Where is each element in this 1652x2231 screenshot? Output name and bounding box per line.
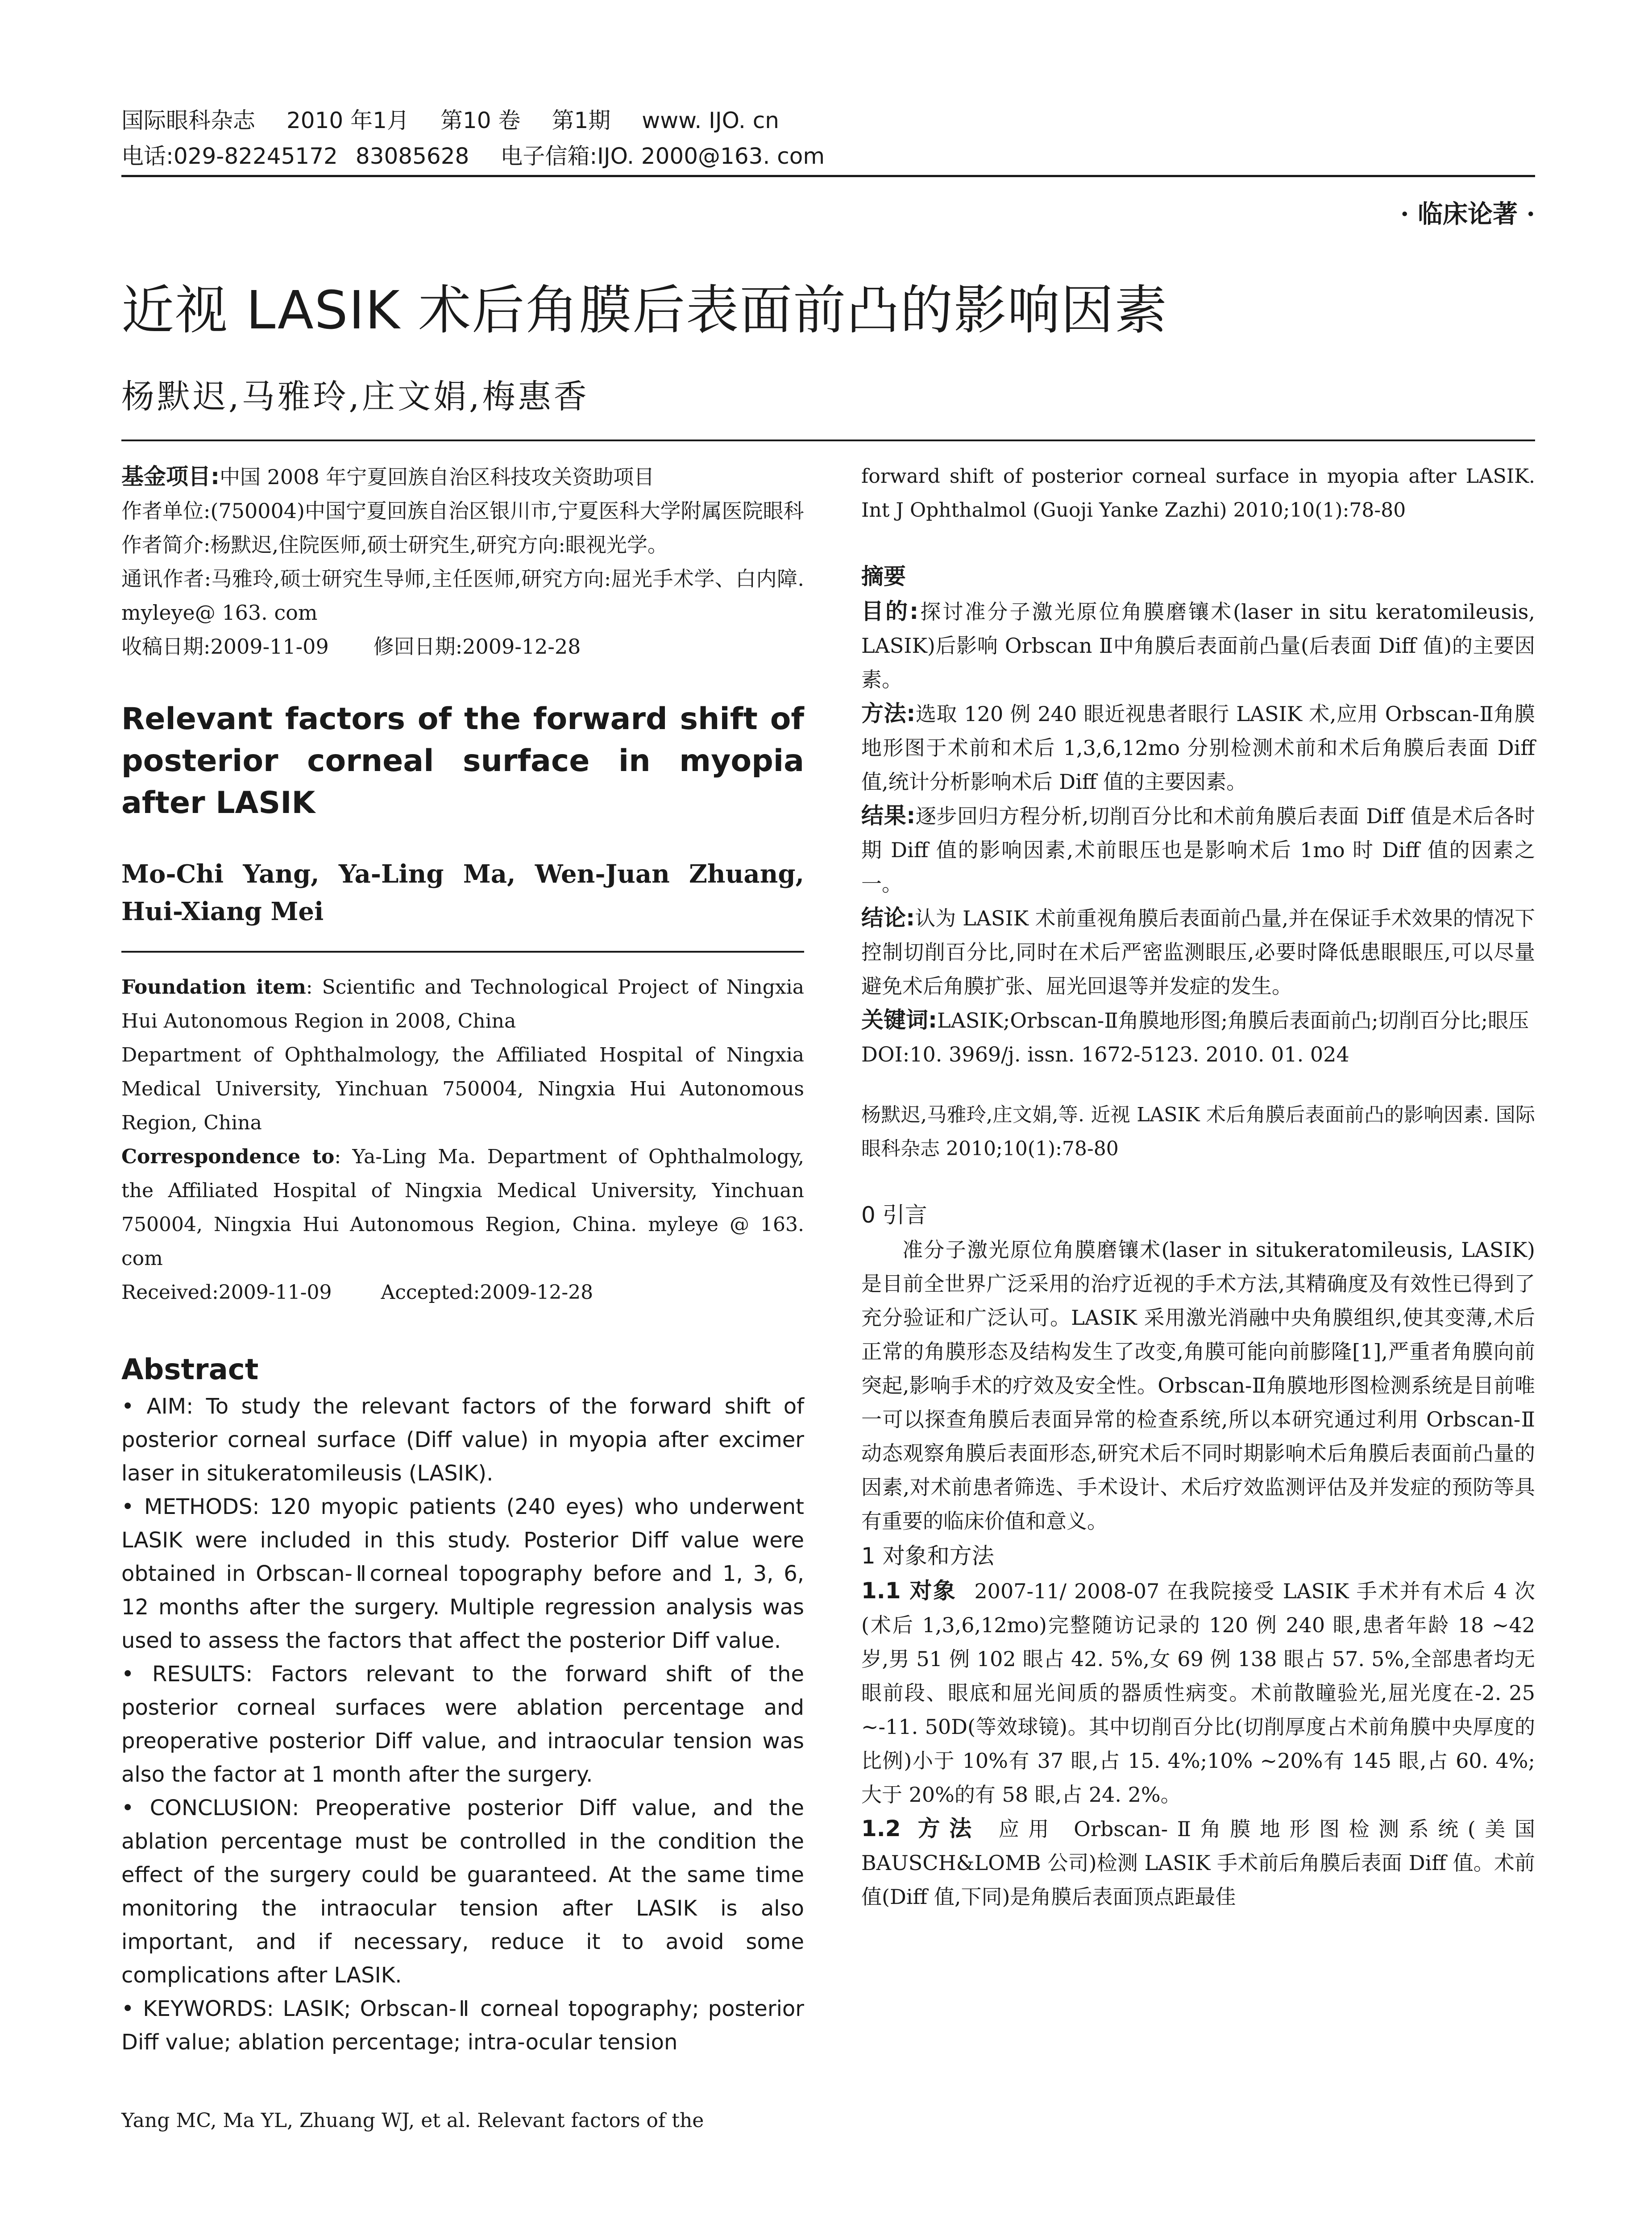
citation-en-continued: forward shift of posterior corneal surface in myopia after LASIK. Int J Ophthalmol (Guoji Yanke Zazhi) 2010;10(1):78-80	[861, 465, 1535, 522]
left-column	[121, 460, 804, 2138]
journal-header	[121, 103, 1535, 174]
conclusion-cn: 结论:认为 LASIK 术前重视角膜后表面前凸量,并在保证手术效果的情况下控制切削百分比,同时在术后严密监测眼压,必要时降低患眼眼压,可以尽量避免术后角膜扩张、屈光回退等并发症的发生。	[861, 905, 1536, 998]
methods-cn: 方法:选取 120 例 240 眼近视患者眼行 LASIK 术,应用 Orbscan-Ⅱ角膜地形图于术前和术后 1,3,6,12mo 分别检测术前和术后角膜后表面 Diff 值,统计分析影响术后 Diff 值的主要因素。	[861, 701, 1535, 794]
article-title: 近视 LASIK 术后角膜后表面前凸的影响因素	[121, 279, 1168, 341]
results-cn: 结果:逐步回归方程分析,切削百分比和术前角膜后表面 Diff 值是术后各时期 Diff 值的影响因素,术前眼压也是影响术后 1mo 时 Diff 值的因素之一。	[861, 803, 1536, 896]
section-0-text: 准分子激光原位角膜磨镶术(laser in situkeratomileusis, LASIK)是目前全世界广泛采用的治疗近视的手术方法,其精确度及有效性已得到了充分验证和广泛认可。LASIK 采用激光消融中央角膜组织,使其变薄,术后正常的角膜形态及结构发生了改变,角膜可能向前膨隆[1],严重者角膜向前突起,影响手术的疗效及安全性。Orbscan-Ⅱ角膜地形图检测系统是目前唯一可以探查角膜后表面异常的检查系统,所以本研究通过利用 Orbscan-Ⅱ动态观察角膜后表面形态,研究术后不同时期影响术后角膜后表面前凸量的因素,对术前患者筛选、手术设计、术后疗效监测评估及并发症的预防等具有重要的临床价值和意义。	[861, 1238, 1535, 1533]
right-column	[861, 460, 1535, 1914]
doi[interactable]: DOI:10. 3969/j. issn. 1672-5123. 2010. 01. 024	[861, 1042, 1349, 1066]
dates-en: Received:2009-11-09 Accepted:2009-12-28	[121, 1281, 594, 1304]
volume: 第10 卷	[440, 108, 521, 133]
section-1-2: 1.2 方法 应用 Orbscan-Ⅱ角膜地形图检测系统(美国 BAUSCH&LOMB 公司)检测 LASIK 手术前后角膜后表面 Diff 值。术前值(Diff 值,下同)是角膜后表面顶点距最佳	[861, 1816, 1535, 1909]
keywords-cn: 关键词:LASIK;Orbscan-Ⅱ角膜地形图;角膜后表面前凸;切削百分比;眼压	[861, 1007, 1529, 1033]
section-0-heading: 0 引言	[861, 1202, 927, 1228]
unit-cn: 作者单位:(750004)中国宁夏回族自治区银川市,宁夏医科大学附属医院眼科	[121, 499, 804, 523]
aim-cn: 目的:探讨准分子激光原位角膜磨镶术(laser in situ keratomileusis, LASIK)后影响 Orbscan Ⅱ中角膜后表面前凸量(后表面 Diff 值)的主要因素。	[861, 598, 1535, 692]
header-rule	[121, 175, 1535, 177]
issue-date: 2010 年1月	[286, 108, 409, 133]
abstract-cn-heading: 摘要	[861, 564, 906, 589]
phone-2: 83085628	[355, 143, 469, 169]
abstract-keywords: • KEYWORDS: LASIK; Orbscan-Ⅱ corneal topography; posterior Diff value; ablation percentage; intra-ocular tension	[121, 1996, 804, 2055]
department-en: Department of Ophthalmology, the Affiliated Hospital of Ningxia Medical University, Yinchuan 750004, Ningxia Hui Autonomous Region, China	[121, 1044, 804, 1134]
foundation-en: Foundation item: Scientific and Technological Project of Ningxia Hui Autonomous Region in 2008, China	[121, 976, 804, 1033]
abstract-results: • RESULTS: Factors relevant to the forward shift of the posterior corneal surfaces were ablation percentage and preoperative posterior Diff value, and intraocular tension was also the factor at 1 month after the surgery.	[121, 1662, 804, 1787]
abstract-conclusion: • CONCLUSION: Preoperative posterior Diff value, and the ablation percentage must be controlled in the condition the effect of the surgery could be guaranteed. At the same time monitoring the intraocular tension after LASIK is also important, and if necessary, reduce it to avoid some complications after LASIK.	[121, 1796, 804, 1988]
journal-name: 国际眼科杂志	[121, 108, 255, 133]
issue-number: 第1期	[552, 108, 611, 133]
abstract-methods: • METHODS: 120 myopic patients (240 eyes) who underwent LASIK were included in this study. Posterior Diff value were obtained in Orbscan-Ⅱcorneal topography before and 1, 3, 6, 12 months after the surgery. Multiple regression analysis was used to assess the factors that affect the posterior Diff value.	[121, 1494, 804, 1653]
contact-line	[121, 138, 1535, 174]
phone: 电话:029-82245172	[121, 143, 338, 169]
abstract-heading: Abstract	[121, 1353, 259, 1386]
section-1-heading: 1 对象和方法	[861, 1543, 994, 1569]
dates-cn: 收稿日期:2009-11-09 修回日期:2009-12-28	[121, 634, 581, 659]
author-rule	[121, 951, 804, 953]
citation-en: Yang MC, Ma YL, Zhuang WJ, et al. Relevant factors of the	[121, 2109, 704, 2132]
title-rule	[121, 440, 1535, 441]
correspondence-en: Correspondence to: Ya-Ling Ma. Department of Ophthalmology, the Affiliated Hospital of Ningxia Medical University, Yinchuan 750004, Ningxia Hui Autonomous Region, China. myleye @ 163. com	[121, 1145, 804, 1270]
english-title: Relevant factors of the forward shift of posterior corneal surface in myopia after LASIK	[121, 701, 804, 821]
citation-cn: 杨默迟,马雅玲,庄文娟,等. 近视 LASIK 术后角膜后表面前凸的影响因素. 国际眼科杂志 2010;10(1):78-80	[861, 1103, 1535, 1160]
authors-cn: 杨默迟,马雅玲,庄文娟,梅惠香	[121, 377, 589, 416]
journal-info-line	[121, 103, 1535, 138]
email-link[interactable]: 电子信箱:IJO. 2000@163. com	[500, 143, 825, 169]
english-authors: Mo-Chi Yang, Ya-Ling Ma, Wen-Juan Zhuang, Hui-Xiang Mei	[121, 859, 804, 926]
corr-cn: 通讯作者:马雅玲,硕士研究生导师,主任医师,研究方向:屈光手术学、白内障. myleye@ 163. com	[121, 567, 804, 625]
abstract-aim: • AIM: To study the relevant factors of the forward shift of posterior corneal surface (Diff value) in myopia after excimer laser in situkeratomileusis (LASIK).	[121, 1394, 804, 1486]
section-tag: · 临床论著 ·	[1400, 199, 1535, 229]
section-1-1: 1.1 对象 2007-11/ 2008-07 在我院接受 LASIK 手术并有术后 4 次(术后 1,3,6,12mo)完整随访记录的 120 例 240 眼,患者年龄 18 ~42 岁,男 51 例 102 眼占 42. 5%,女 69 例 138 眼占 57. 5%,全部患者均无眼前段、眼底和屈光间质的器质性病变。术前散瞳验光,屈光度在-2. 25 ~-11. 50D(等效球镜)。其中切削百分比(切削厚度占术前角膜中央厚度的比例)小于 10%有 37 眼,占 15. 4%;10% ~20%有 145 眼,占 60. 4%;大于 20%的有 58 眼,占 24. 2%。	[861, 1578, 1535, 1807]
website-link[interactable]: www. IJO. cn	[642, 108, 779, 133]
foundation-cn: 基金项目:中国 2008 年宁夏回族自治区科技攻关资助项目	[121, 464, 655, 489]
intro-cn: 作者简介:杨默迟,住院医师,硕士研究生,研究方向:眼视光学。	[121, 533, 668, 557]
